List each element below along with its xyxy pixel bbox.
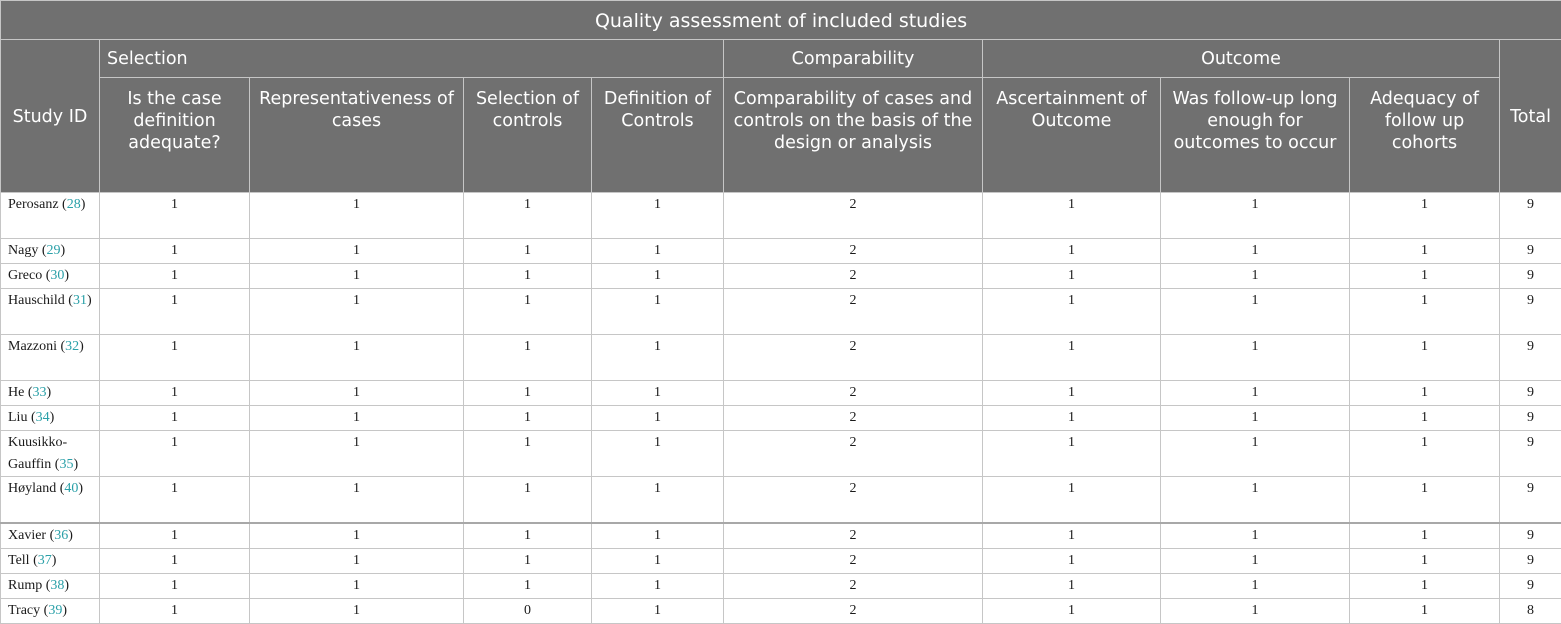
study-id-cell: Kuusikko-Gauffin (35) [1,431,100,477]
study-id-cell: Høyland (40) [1,477,100,524]
study-name: Rump [8,578,42,593]
reference-link[interactable]: 30 [50,268,64,283]
score-cell: 1 [464,574,592,599]
score-cell: 2 [724,289,983,335]
score-cell: 2 [724,523,983,549]
score-cell: 1 [250,335,464,381]
header-study-id: Study ID [1,40,100,193]
score-cell: 1 [1161,193,1350,239]
reference-link[interactable]: 29 [47,243,61,258]
score-cell: 1 [1350,549,1500,574]
score-cell: 2 [724,431,983,477]
score-cell: 1 [250,523,464,549]
score-cell: 1 [1161,599,1350,624]
header-ascertainment: Ascertainment of Outcome [983,78,1161,193]
table-title: Quality assessment of included studies [1,1,1561,40]
score-cell: 1 [1350,599,1500,624]
study-id-cell: Tell (37) [1,549,100,574]
score-cell: 1 [464,406,592,431]
header-case-definition: Is the case definition adequate? [100,78,250,193]
score-cell: 1 [983,335,1161,381]
score-cell: 1 [592,264,724,289]
score-cell: 1 [464,264,592,289]
score-cell: 1 [250,381,464,406]
table-row [1,239,1561,264]
score-cell: 1 [1350,335,1500,381]
header-selection-of-controls: Selection of controls [464,78,592,193]
table-row [1,477,1561,524]
score-cell: 1 [100,381,250,406]
table-row [1,431,1561,477]
table-row [1,574,1561,599]
score-cell: 1 [983,193,1161,239]
score-cell: 1 [1350,239,1500,264]
score-cell: 1 [250,549,464,574]
score-cell: 1 [592,477,724,524]
table-row [1,289,1561,335]
header-comparability-basis: Comparability of cases and controls on the basis of the design or analysis [724,78,983,193]
score-cell: 1 [1161,264,1350,289]
score-cell: 1 [100,549,250,574]
table-row [1,381,1561,406]
score-cell: 1 [464,549,592,574]
total-score-cell: 9 [1500,477,1561,524]
score-cell: 1 [1161,431,1350,477]
score-cell: 1 [100,335,250,381]
score-cell: 1 [1350,431,1500,477]
score-cell: 1 [100,523,250,549]
study-name: Greco [8,268,42,283]
score-cell: 1 [983,239,1161,264]
score-cell: 1 [464,289,592,335]
score-cell: 1 [592,431,724,477]
score-cell: 1 [250,431,464,477]
header-selection: Selection [100,40,724,78]
header-definition-of-controls: Definition of Controls [592,78,724,193]
score-cell: 1 [464,523,592,549]
reference-link[interactable]: 28 [67,197,81,212]
table-row [1,599,1561,624]
header-total: Total [1500,40,1561,193]
score-cell: 1 [250,239,464,264]
study-id-cell: He (33) [1,381,100,406]
reference-link[interactable]: 37 [38,553,52,568]
score-cell: 1 [592,335,724,381]
score-cell: 1 [592,381,724,406]
total-score-cell: 9 [1500,239,1561,264]
score-cell: 1 [1350,193,1500,239]
study-name: Perosanz [8,197,59,212]
total-score-cell: 9 [1500,289,1561,335]
score-cell: 1 [592,523,724,549]
score-cell: 2 [724,477,983,524]
score-cell: 1 [464,381,592,406]
table-row [1,335,1561,381]
reference-link[interactable]: 32 [65,339,79,354]
score-cell: 1 [100,193,250,239]
study-id-cell: Liu (34) [1,406,100,431]
study-name: Liu [8,410,27,425]
score-cell: 1 [100,406,250,431]
score-cell: 2 [724,406,983,431]
score-cell: 2 [724,599,983,624]
total-score-cell: 9 [1500,335,1561,381]
score-cell: 0 [464,599,592,624]
score-cell: 1 [1350,574,1500,599]
total-score-cell: 8 [1500,599,1561,624]
score-cell: 1 [250,599,464,624]
score-cell: 1 [100,264,250,289]
score-cell: 1 [983,599,1161,624]
study-name: Xavier [8,528,46,543]
score-cell: 1 [983,549,1161,574]
table-row [1,406,1561,431]
score-cell: 1 [1161,335,1350,381]
table-header [1,1,1561,193]
score-cell: 1 [100,239,250,264]
score-cell: 2 [724,193,983,239]
study-id-cell: Perosanz (28) [1,193,100,239]
score-cell: 1 [592,193,724,239]
score-cell: 1 [592,289,724,335]
study-name: Mazzoni [8,339,57,354]
score-cell: 1 [464,193,592,239]
total-score-cell: 9 [1500,574,1561,599]
study-name: Kuusikko-Gauffin [8,435,67,472]
study-id-cell: Mazzoni (32) [1,335,100,381]
score-cell: 1 [1161,406,1350,431]
score-cell: 1 [100,289,250,335]
score-cell: 1 [1350,381,1500,406]
reference-link[interactable]: 34 [36,410,50,425]
score-cell: 1 [983,264,1161,289]
reference-link[interactable]: 39 [48,603,62,618]
header-outcome: Outcome [983,40,1500,78]
reference-link[interactable]: 31 [73,293,87,308]
score-cell: 2 [724,574,983,599]
header-follow-up-adequacy: Adequacy of follow up cohorts [1350,78,1500,193]
score-cell: 1 [464,431,592,477]
score-cell: 1 [592,239,724,264]
score-cell: 2 [724,381,983,406]
score-cell: 1 [983,381,1161,406]
score-cell: 1 [983,574,1161,599]
table-row [1,523,1561,549]
header-representativeness: Representativeness of cases [250,78,464,193]
score-cell: 1 [983,406,1161,431]
score-cell: 1 [983,431,1161,477]
score-cell: 1 [592,406,724,431]
study-id-cell: Tracy (39) [1,599,100,624]
table-body [1,193,1561,624]
study-id-cell: Nagy (29) [1,239,100,264]
total-score-cell: 9 [1500,193,1561,239]
study-name: Hauschild [8,293,65,308]
score-cell: 2 [724,549,983,574]
reference-link[interactable]: 38 [50,578,64,593]
score-cell: 2 [724,239,983,264]
score-cell: 1 [1350,523,1500,549]
study-id-cell: Xavier (36) [1,523,100,549]
score-cell: 1 [1161,289,1350,335]
score-cell: 1 [1350,264,1500,289]
score-cell: 1 [1161,574,1350,599]
score-cell: 1 [1350,289,1500,335]
score-cell: 1 [250,574,464,599]
score-cell: 1 [1161,549,1350,574]
score-cell: 1 [592,599,724,624]
total-score-cell: 9 [1500,406,1561,431]
header-follow-up-length: Was follow-up long enough for outcomes to occur [1161,78,1350,193]
score-cell: 1 [464,239,592,264]
header-comparability: Comparability [724,40,983,78]
total-score-cell: 9 [1500,431,1561,477]
reference-link[interactable]: 35 [59,457,73,472]
reference-link[interactable]: 40 [64,481,78,496]
total-score-cell: 9 [1500,264,1561,289]
study-name: Tell [8,553,30,568]
score-cell: 1 [250,406,464,431]
reference-link[interactable]: 36 [54,528,68,543]
study-name: Tracy [8,603,40,618]
score-cell: 1 [983,289,1161,335]
score-cell: 1 [1161,523,1350,549]
study-name: Høyland [8,481,56,496]
total-score-cell: 9 [1500,549,1561,574]
score-cell: 1 [1161,477,1350,524]
score-cell: 1 [983,477,1161,524]
score-cell: 1 [592,574,724,599]
reference-link[interactable]: 33 [33,385,47,400]
score-cell: 1 [1350,406,1500,431]
table-row [1,264,1561,289]
score-cell: 1 [100,599,250,624]
total-score-cell: 9 [1500,523,1561,549]
total-score-cell: 9 [1500,381,1561,406]
score-cell: 1 [983,523,1161,549]
score-cell: 1 [100,574,250,599]
score-cell: 1 [250,264,464,289]
score-cell: 1 [100,431,250,477]
table-row [1,549,1561,574]
score-cell: 1 [250,477,464,524]
score-cell: 1 [1161,381,1350,406]
study-id-cell: Greco (30) [1,264,100,289]
study-name: Nagy [8,243,38,258]
score-cell: 1 [100,477,250,524]
score-cell: 1 [250,289,464,335]
score-cell: 1 [592,549,724,574]
score-cell: 2 [724,264,983,289]
score-cell: 1 [1161,239,1350,264]
score-cell: 2 [724,335,983,381]
score-cell: 1 [464,335,592,381]
table-row [1,193,1561,239]
study-name: He [8,385,24,400]
score-cell: 1 [464,477,592,524]
study-id-cell: Rump (38) [1,574,100,599]
score-cell: 1 [250,193,464,239]
score-cell: 1 [1350,477,1500,524]
study-id-cell: Hauschild (31) [1,289,100,335]
